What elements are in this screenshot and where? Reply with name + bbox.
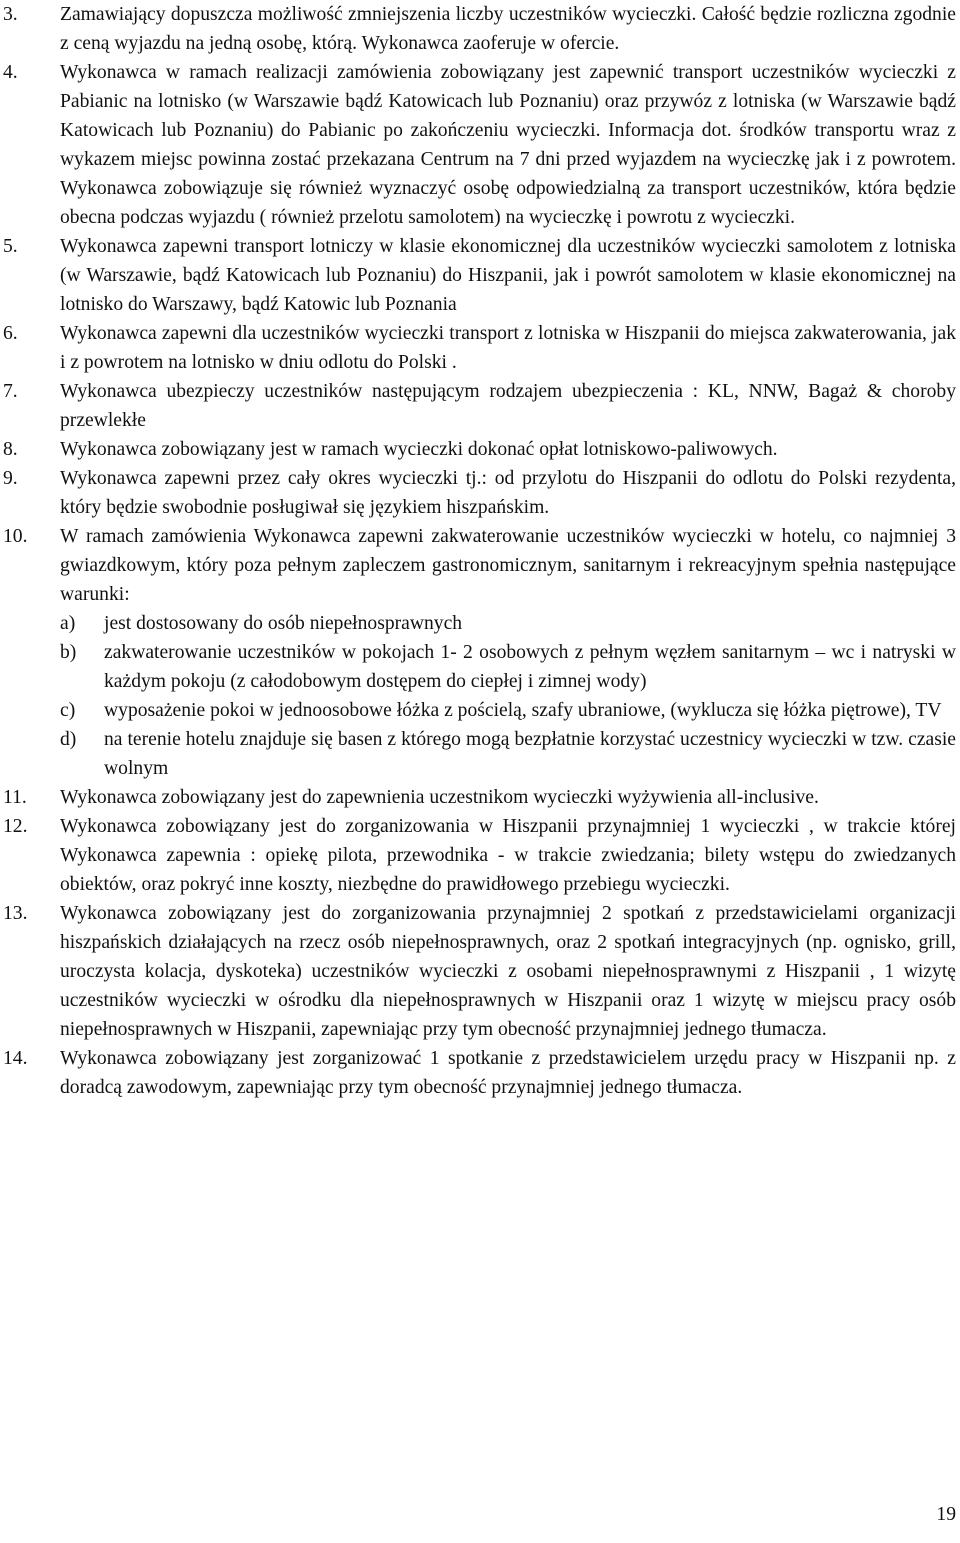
sub-item-label: b)	[60, 642, 77, 663]
item-number: 14.	[3, 1048, 28, 1069]
sub-item-c	[60, 696, 956, 725]
list-item-5	[0, 232, 956, 319]
list-item-12	[0, 812, 956, 899]
item-number: 7.	[3, 381, 18, 402]
item-number: 4.	[3, 62, 18, 83]
sub-item-a	[60, 609, 956, 638]
list-item-8	[0, 435, 956, 464]
list-item-9	[0, 464, 956, 522]
item-number: 13.	[3, 903, 28, 924]
sub-item-text: jest dostosowany do osób niepełnosprawnych	[104, 613, 463, 634]
item-text: Wykonawca zapewni przez cały okres wycieczki tj.: od przylotu do Hiszpanii do odlotu do Polski rezydenta, który będzie swobodnie posługiwał się językiem hiszpańskim.	[60, 468, 956, 518]
item-text: Wykonawca zobowiązany jest zorganizować 1 spotkanie z przedstawicielem urzędu pracy w Hiszpanii np. z doradcą zawodowym, zapewniając przy tym obecność przynajmniej jednego tłumacza.	[60, 1048, 956, 1098]
item-text: Wykonawca zobowiązany jest do zorganizowania przynajmniej 2 spotkań z przedstawicielami organizacji hiszpańskich działających na rzecz osób niepełnosprawnych, oraz 2 spotkań integracyjnych (np. ognisko, grill, uroczysta kolacja, dyskoteka) uczestników wycieczki z osobami niepełnosprawnymi z Hiszpanii , 1 wizytę uczestników wycieczki w ośrodku dla niepełnosprawnych w Hiszpanii oraz 1 wizytę w miejscu pracy osób niepełnosprawnych w Hiszpanii, zapewniając przy tym obecność przynajmniej jednego tłumacza.	[60, 903, 956, 1040]
sub-item-text: zakwaterowanie uczestników w pokojach 1- 2 osobowych z pełnym węzłem sanitarnym – wc i natryski w każdym pokoju (z całodobowym dostępem do ciepłej i zimnej wody)	[104, 642, 956, 692]
item-text: Wykonawca zapewni transport lotniczy w klasie ekonomicznej dla uczestników wycieczki samolotem z lotniska (w Warszawie, bądź Katowicach lub Poznaniu) do Hiszpanii, jak i powrót samolotem w klasie ekonomicznej na lotnisko do Warszawy, bądź Katowic lub Poznania	[60, 236, 956, 315]
list-item-6	[0, 319, 956, 377]
item-text: Wykonawca zobowiązany jest w ramach wycieczki dokonać opłat lotniskowo-paliwowych.	[60, 439, 778, 460]
sub-item-d	[60, 725, 956, 783]
list-item-10	[0, 522, 956, 783]
sub-item-label: a)	[60, 613, 76, 634]
item-text: Wykonawca zobowiązany jest do zorganizowania w Hiszpanii przynajmniej 1 wycieczki , w trakcie której Wykonawca zapewnia : opiekę pilota, przewodnika - w trakcie zwiedzania; bilety wstępu do zwiedzanych obiektów, oraz pokryć inne koszty, niezbędne do prawidłowego przebiegu wycieczki.	[60, 816, 956, 895]
sub-item-b	[60, 638, 956, 696]
item-number: 12.	[3, 816, 28, 837]
item-number: 11.	[3, 787, 27, 808]
sub-item-label: c)	[60, 700, 76, 721]
item-text: Zamawiający dopuszcza możliwość zmniejszenia liczby uczestników wycieczki. Całość będzie rozliczna zgodnie z ceną wyjazdu na jedną osobę, którą. Wykonawca zaoferuje w ofercie.	[60, 4, 956, 54]
list-item-3	[0, 0, 956, 58]
item-number: 5.	[3, 236, 18, 257]
sub-item-text: na terenie hotelu znajduje się basen z którego mogą bezpłatnie korzystać uczestnicy wycieczki w tzw. czasie wolnym	[104, 729, 956, 779]
item-number: 10.	[3, 526, 28, 547]
sub-item-text: wyposażenie pokoi w jednoosobowe łóżka z pościelą, szafy ubraniowe, (wyklucza się łóżka piętrowe), TV	[104, 700, 942, 721]
item-text: Wykonawca w ramach realizacji zamówienia zobowiązany jest zapewnić transport uczestników wycieczki z Pabianic na lotnisko (w Warszawie bądź Katowicach lub Poznaniu) oraz przywóz z lotniska (w Warszawie bądź Katowicach lub Poznaniu) do Pabianic po zakończeniu wycieczki. Informacja dot. środków transportu wraz z wykazem miejsc powinna zostać przekazana Centrum na 7 dni przed wyjazdem na wycieczkę jak i z powrotem. Wykonawca zobowiązuje się również wyznaczyć osobę odpowiedzialną za transport uczestników, która będzie obecna podczas wyjazdu ( również przelotu samolotem) na wycieczkę i powrotu z wycieczki.	[60, 62, 956, 228]
item-text: Wykonawca zapewni dla uczestników wycieczki transport z lotniska w Hiszpanii do miejsca zakwaterowania, jak i z powrotem na lotnisko w dniu odlotu do Polski .	[60, 323, 956, 373]
list-item-14	[0, 1044, 956, 1102]
item-text: W ramach zamówienia Wykonawca zapewni zakwaterowanie uczestników wycieczki w hotelu, co najmniej 3 gwiazdkowym, który poza pełnym zapleczem gastronomicznym, sanitarnym i rekreacyjnym spełnia następujące warunki:	[60, 526, 956, 605]
list-item-11	[0, 783, 956, 812]
list-item-7	[0, 377, 956, 435]
list-item-4	[0, 58, 956, 232]
item-number: 3.	[3, 4, 18, 25]
item-content	[60, 522, 956, 783]
item-text: Wykonawca ubezpieczy uczestników następującym rodzajem ubezpieczenia : KL, NNW, Bagaż & choroby przewlekłe	[60, 381, 956, 431]
sub-item-label: d)	[60, 729, 77, 750]
item-number: 9.	[3, 468, 18, 489]
page-number: 19	[936, 1504, 956, 1525]
list-item-13	[0, 899, 956, 1044]
item-text: Wykonawca zobowiązany jest do zapewnienia uczestnikom wycieczki wyżywienia all-inclusive.	[60, 787, 819, 808]
item-number: 8.	[3, 439, 18, 460]
item-number: 6.	[3, 323, 18, 344]
